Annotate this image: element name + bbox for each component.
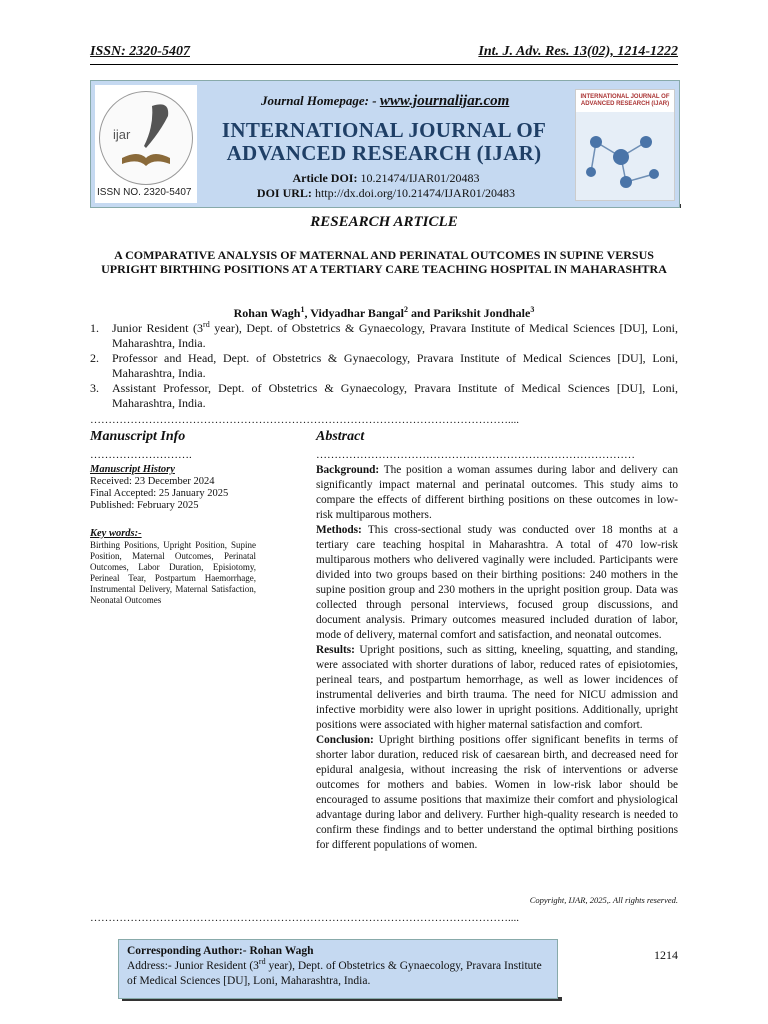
corresponding-address [127,959,549,989]
logo-text: ijar [113,127,131,142]
affiliation-sup: rd [203,320,210,329]
affiliation-item [90,351,678,381]
doi-value: 10.21474/IJAR01/20483 [360,171,480,185]
abstract-background [316,463,678,523]
affiliation-number: 1. [90,321,99,335]
doi-block [241,171,531,201]
abstract-dots: …………………………………………………………………………… [316,449,635,461]
methods-text: This cross-sectional study was conducted over 18 months at a tertiary care teaching hospital in Maharashtra. A total of 470 low-risk multiparous mothers who delivered vaginally were included. Participants were divided into two groups based on their birthing positions: 240 mothers in the supine position group and 230 mothers in the upright position group. Data was collected through personal interviews, focused group discussions, and document analysis. Primary outcomes measured included duration of labor, mode of delivery, maternal comfort and satisfaction, and neonatal outcomes. [316,524,678,641]
results-text: Upright positions, such as sitting, kneeling, squatting, and standing, were associated with shorter durations of labor, reduced rates of episiotomies, perineal tears, and postpartum hemorrhage, as well as lower incidences of instrumental deliveries and birth trauma. The need for NICU admission and infective morbidity were also lower in upright positions. Additionally, upright positions were associated with higher maternal satisfaction and comfort. [316,644,679,731]
copyright: Copyright, IJAR, 2025,. All rights reserved. [529,895,678,905]
received-date: Received: 23 December 2024 [90,476,215,487]
affiliation-pre: Junior Resident (3 [112,321,204,335]
abstract-conclusion [316,733,678,853]
affiliation-text: Professor and Head, Dept. of Obstetrics & Gynaecology, Pravara Institute of Medical Sciences [DU], Loni, Maharashtra, India. [112,351,678,380]
manuscript-info [90,464,256,606]
history-label: Manuscript History [90,464,175,475]
journal-logo [95,85,197,203]
corresponding-author-box [118,939,558,999]
author-sup: 3 [530,305,535,314]
journal-cover-image [575,89,675,201]
homepage-link[interactable]: www.journalijar.com [379,93,510,109]
journal-homepage [261,93,509,110]
corresponding-author-label: Corresponding Author:- Rohan Wagh [127,945,314,957]
keywords-label: Key words:- [90,528,142,539]
methods-label: Methods: [316,524,362,536]
affiliation-text: Assistant Professor, Dept. of Obstetrics & Gynaecology, Pravara Institute of Medical Sciences [DU], Loni, Maharashtra, India. [112,381,678,410]
affiliation-text [112,321,678,351]
manuscript-dots: ………………………. [90,449,192,461]
journal-banner [90,80,680,208]
affiliation-number: 3. [90,381,99,395]
dotted-separator: …………………………………………………………………………………………………….... [90,912,519,924]
keywords: Birthing Positions, Upright Position, Supine Position, Maternal Outcomes, Perinatal Outcomes, Labor Duration, Episiotomy, Perineal Tear, Postpartum Haemorrhage, Instrumental Delivery, Maternal Satisfaction, Neonatal Outcomes [90,540,256,605]
accepted-date: Final Accepted: 25 January 2025 [90,488,229,499]
journal-title-line2: ADVANCED RESEARCH (IJAR) [226,141,542,165]
cover-title: INTERNATIONAL JOURNAL OF ADVANCED RESEARCH (IJAR) [580,94,670,107]
dotted-separator: …………………………………………………………………………………………………….... [90,414,519,426]
results-label: Results: [316,644,355,656]
header-citation: Int. J. Adv. Res. 13(02), 1214-1222 [478,44,678,59]
abstract-methods [316,523,678,643]
molecule-icon [576,112,674,201]
author-separator: and [407,306,434,320]
affiliation-post: year), Dept. of Obstetrics & Gynaecology, Pravara Institute of Medical Sciences [DU], Loni, Maharashtra, India. [112,321,678,350]
doi-label: Article DOI: [292,171,358,185]
address-pre: Address:- Junior Resident (3 [127,960,259,972]
abstract-body [316,463,678,853]
journal-title [199,119,569,165]
author-sup: 2 [403,305,408,314]
author-list [0,306,768,321]
address-post: year), Dept. of Obstetrics & Gynaecology, Pravara Institute of Medical Sciences [DU], Loni, Maharashtra, India. [127,960,542,987]
doi-url-label: DOI URL: [256,186,312,200]
affiliation-list [90,321,678,411]
journal-title-line1: INTERNATIONAL JOURNAL OF [221,118,547,142]
doi-url-link[interactable]: http://dx.doi.org/10.21474/IJAR01/20483 [314,186,516,200]
author-name: Rohan Wagh [233,306,301,320]
header-issn: ISSN: 2320-5407 [90,44,190,59]
conclusion-text: Upright birthing positions offer significant benefits in terms of shorter labor duration, reduced risk of caesarean birth, and decreased need for epidural analgesia, without increasing the risk of interventions or adverse outcomes for mothers and babies. Women in low-risk labor should be encouraged to assume positions that maximize their comfort and physiological advantage during labor and delivery. Further high-quality research is needed to confirm these findings and to better understand the optimal birthing positions for different populations of women. [316,734,678,851]
logo-issn: ISSN NO. 2320-5407 [97,187,192,198]
homepage-label: Journal Homepage: - [261,93,377,108]
affiliation-item [90,381,678,411]
header-rule [90,64,678,65]
affiliation-item [90,321,678,351]
author-name: Vidyadhar Bangal [310,306,404,320]
background-label: Background: [316,464,380,476]
address-sup: rd [258,957,266,967]
abstract-results [316,643,678,733]
published-date: Published: February 2025 [90,500,199,511]
conclusion-label: Conclusion: [316,734,374,746]
author-name: Parikshit Jondhale [433,306,531,320]
author-sup: 1 [300,305,305,314]
author-separator: , [304,306,311,320]
manuscript-info-heading: Manuscript Info [90,429,186,444]
article-title: A COMPARATIVE ANALYSIS OF MATERNAL AND PERINATAL OUTCOMES IN SUPINE VERSUS UPRIGHT BIRTHING POSITIONS AT A TERTIARY CARE TEACHING HOSPITAL IN MAHARASHTRA [101,248,667,276]
affiliation-number: 2. [90,351,99,365]
background-text: The position a woman assumes during labor and delivery can significantly impact maternal and perinatal outcomes. This study aims to compare the effects of different birthing positions on these outcomes in low-risk multiparous mothers. [316,464,678,521]
page-number: 1214 [654,948,678,962]
abstract-heading: Abstract [316,429,365,444]
article-type: RESEARCH ARTICLE [310,214,458,230]
